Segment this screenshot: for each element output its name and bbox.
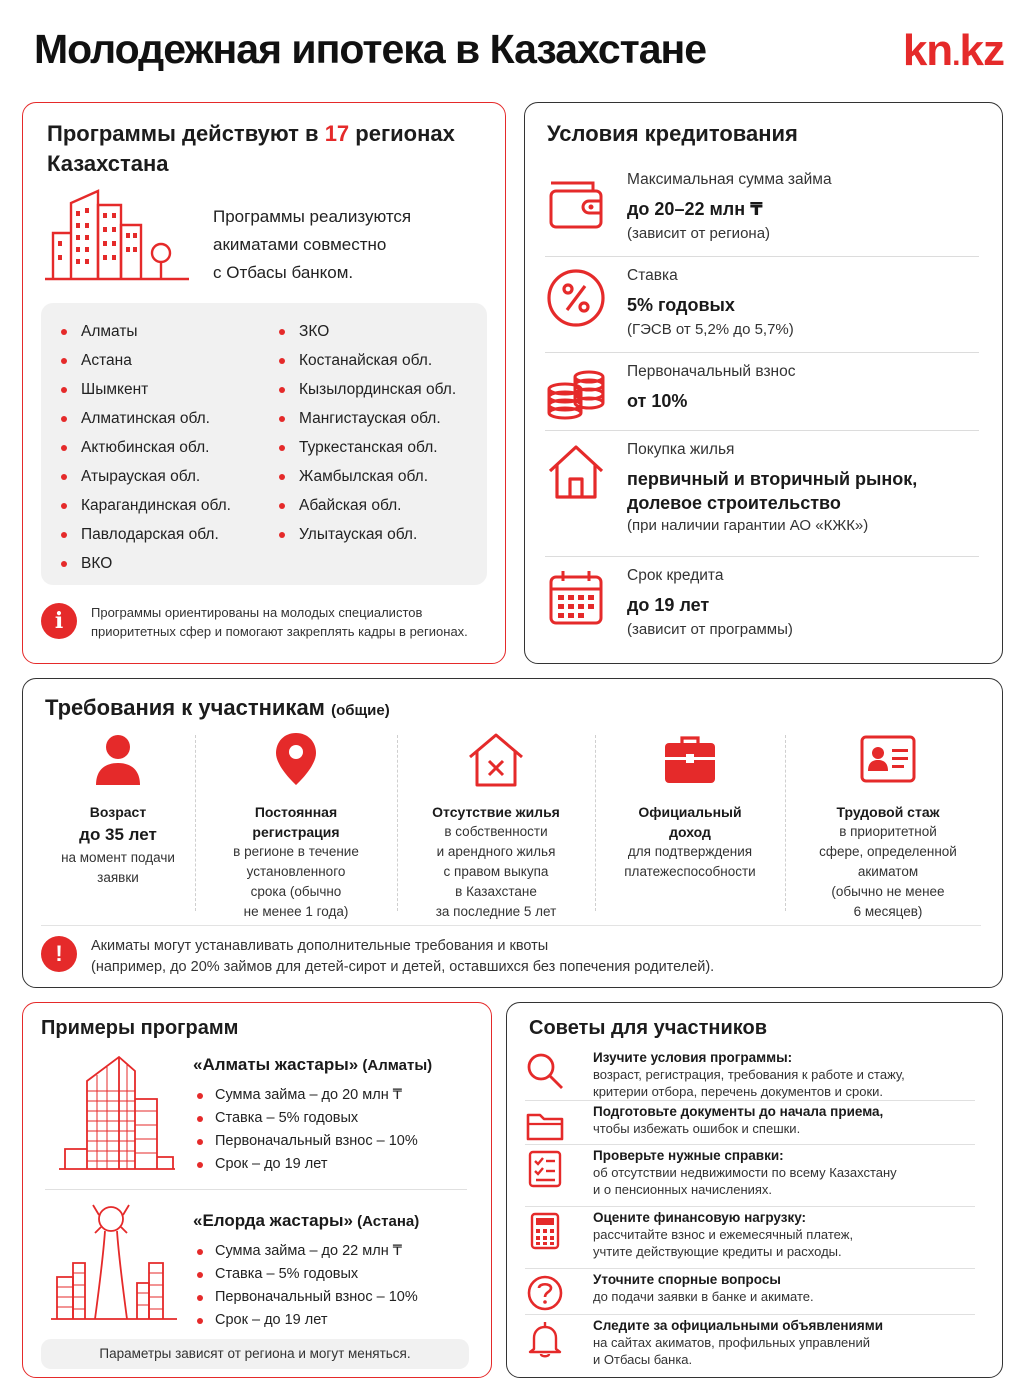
site-logo[interactable] xyxy=(903,26,1004,76)
requirement-experience xyxy=(793,729,983,919)
requirements-title-small: (общие) xyxy=(331,702,390,719)
exclamation-icon: ! xyxy=(41,936,77,972)
requirement-age xyxy=(23,729,213,915)
example-program-astana xyxy=(193,1209,483,1332)
percent-icon xyxy=(545,267,607,329)
page-header xyxy=(34,24,1004,80)
tip-line: на сайтах акиматов, профильных управлений xyxy=(593,1335,870,1350)
requirement-line: 6 месяцев) xyxy=(853,904,923,919)
tip-description xyxy=(593,1288,973,1305)
examples-card xyxy=(22,1002,492,1378)
tip-follow-announcements xyxy=(525,1315,975,1375)
condition-value-line: первичный и вторичный рынок, xyxy=(627,469,918,489)
calculator-icon xyxy=(525,1211,565,1251)
divider xyxy=(397,735,398,911)
divider xyxy=(785,735,786,911)
tip-heading: Проверьте нужные справки: xyxy=(593,1148,784,1163)
intro-line: с Отбасы банком. xyxy=(213,263,354,282)
warning-text xyxy=(91,936,714,978)
region-item: ВКО xyxy=(61,549,231,578)
tip-prepare-documents xyxy=(525,1101,975,1145)
logo-part-kn: kn xyxy=(902,26,953,75)
tip-description xyxy=(593,1164,973,1198)
requirement-line: (обычно не менее xyxy=(831,884,945,899)
tip-line: до подачи заявки в банке и акимате. xyxy=(593,1289,814,1304)
regions-title-text-2: регионах Казахстана xyxy=(47,121,455,176)
requirements-warning xyxy=(41,925,981,975)
person-icon xyxy=(88,729,148,789)
tip-check-certificates xyxy=(525,1145,975,1207)
requirement-heading: Возраст xyxy=(89,804,147,820)
region-item: Атырауская обл. xyxy=(61,462,231,491)
condition-value xyxy=(627,467,917,515)
condition-value: от 10% xyxy=(627,391,688,411)
condition-note: (зависит от региона) xyxy=(627,225,771,242)
condition-down-payment xyxy=(545,353,979,431)
region-item: Костанайская обл. xyxy=(279,346,456,375)
tip-line: рассчитайте взнос и ежемесячный платеж, xyxy=(593,1227,854,1242)
regions-card xyxy=(22,102,506,664)
requirement-line: с правом выкупа xyxy=(443,864,549,879)
requirements-card xyxy=(22,678,1003,988)
tip-financial-load xyxy=(525,1207,975,1269)
city-buildings-icon xyxy=(43,183,193,283)
region-item: Алматы xyxy=(61,317,231,346)
requirement-registration xyxy=(201,729,391,919)
tip-line: чтобы избежать ошибок и спешки. xyxy=(593,1121,801,1136)
tip-heading: Оцените финансовую нагрузку: xyxy=(593,1210,807,1225)
region-item: Улытауская обл. xyxy=(279,520,456,549)
requirement-line: в собственности xyxy=(444,824,548,839)
requirement-line: не менее 1 года) xyxy=(243,904,349,919)
condition-note: (ГЭСВ от 5,2% до 5,7%) xyxy=(627,321,794,338)
list-item: Первоначальный взнос – 10% xyxy=(193,1286,483,1309)
requirement-income xyxy=(595,729,785,915)
requirement-line: платежеспособности xyxy=(624,864,756,879)
list-item: Срок – до 19 лет xyxy=(193,1309,483,1332)
info-icon: i xyxy=(41,603,77,639)
tips-title: Советы для участников xyxy=(529,1017,768,1039)
tip-heading: Уточните спорные вопросы xyxy=(593,1272,781,1287)
requirement-no-housing xyxy=(401,729,591,919)
divider xyxy=(195,735,196,911)
condition-note: (при наличии гарантии АО «КЖК») xyxy=(627,517,869,534)
example-name xyxy=(193,1209,483,1234)
requirement-heading: доход xyxy=(669,824,711,840)
conditions-card xyxy=(524,102,1003,664)
region-item: ЗКО xyxy=(279,317,456,346)
tip-heading: Следите за официальными объявлениями xyxy=(593,1318,884,1333)
calendar-icon xyxy=(545,567,607,629)
list-item: Срок – до 19 лет xyxy=(193,1153,483,1176)
region-item: Кызылординская обл. xyxy=(279,375,456,404)
regions-count: 17 xyxy=(324,121,350,146)
list-item: Сумма займа – до 20 млн ₸ xyxy=(193,1084,483,1107)
example-name xyxy=(193,1053,483,1078)
tip-line: и о пенсионных начислениях. xyxy=(593,1182,773,1197)
tip-description xyxy=(593,1066,973,1100)
region-item: Мангистауская обл. xyxy=(279,404,456,433)
region-item: Туркестанская обл. xyxy=(279,433,456,462)
wallet-icon xyxy=(545,171,607,233)
region-item: Шымкент xyxy=(61,375,231,404)
requirement-line: за последние 5 лет xyxy=(435,904,557,919)
tip-description xyxy=(593,1226,973,1260)
baiterek-tower-icon xyxy=(49,1199,179,1325)
logo-dot: . xyxy=(952,39,960,72)
coins-stack-icon xyxy=(545,363,607,425)
example-program-almaty xyxy=(193,1053,483,1176)
tips-card xyxy=(506,1002,1003,1378)
list-item: Ставка – 5% годовых xyxy=(193,1107,483,1130)
region-item: Астана xyxy=(61,346,231,375)
condition-loan-amount xyxy=(545,161,979,257)
program-name: «Алматы жастары» xyxy=(193,1055,359,1074)
requirement-line: в регионе в течение xyxy=(233,844,359,859)
house-icon xyxy=(545,441,607,503)
warning-line: (например, до 20% займов для детей-сирот и детей, оставшихся без попечения родителей). xyxy=(91,959,715,975)
requirement-line: заявки xyxy=(97,870,139,885)
requirement-line: и арендного жилья xyxy=(436,844,556,859)
requirement-line: в приоритетной xyxy=(839,824,937,839)
requirements-title xyxy=(45,693,390,726)
requirement-heading: Постоянная xyxy=(254,804,338,820)
program-city: (Алматы) xyxy=(358,1057,433,1074)
tip-description xyxy=(593,1120,973,1137)
example-bullets xyxy=(193,1084,483,1176)
condition-label: Покупка жилья xyxy=(627,441,735,458)
requirement-line: в Казахстане xyxy=(455,884,537,899)
region-item: Павлодарская обл. xyxy=(61,520,231,549)
regions-list-right xyxy=(279,317,456,549)
condition-value-line: долевое строительство xyxy=(627,493,841,513)
regions-title-text-1: Программы действуют в xyxy=(47,121,325,146)
examples-footnote: Параметры зависят от региона и могут меняться. xyxy=(41,1339,469,1369)
page-title: Молодежная ипотека в Казахстане xyxy=(34,26,707,72)
intro-line: акиматами совместно xyxy=(213,235,387,254)
condition-value: до 20–22 млн ₸ xyxy=(627,199,763,219)
region-item: Алматинская обл. xyxy=(61,404,231,433)
examples-title: Примеры программ xyxy=(41,1017,239,1039)
tip-description xyxy=(593,1334,973,1368)
condition-value: до 19 лет xyxy=(627,595,710,615)
tip-line: об отсутствии недвижимости по всему Казахстану xyxy=(593,1165,897,1180)
regions-list-left xyxy=(61,317,231,578)
tip-heading: Подготовьте документы до начала приема, xyxy=(593,1104,884,1119)
requirement-line: для подтверждения xyxy=(627,844,753,859)
intro-line: Программы реализуются xyxy=(213,207,412,226)
region-item: Актюбинская обл. xyxy=(61,433,231,462)
requirement-heading: Отсутствие жилья xyxy=(432,804,560,820)
requirement-heading: регистрация xyxy=(252,824,340,840)
condition-label: Первоначальный взнос xyxy=(627,363,796,380)
region-item: Жамбылская обл. xyxy=(279,462,456,491)
info-line: Программы ориентированы на молодых специалистов xyxy=(91,605,423,620)
house-cross-icon xyxy=(466,729,526,789)
conditions-title: Условия кредитования xyxy=(547,121,798,146)
info-text xyxy=(91,603,468,641)
tip-line: возраст, регистрация, требования к работе и стажу, xyxy=(593,1067,905,1082)
requirement-heading: Официальный xyxy=(638,804,742,820)
regions-info-note xyxy=(41,601,491,645)
regions-title xyxy=(47,119,487,179)
program-name: «Елорда жастары» xyxy=(193,1211,353,1230)
list-item: Сумма займа – до 22 млн ₸ xyxy=(193,1240,483,1263)
location-pin-icon xyxy=(266,729,326,789)
requirements-title-text: Требования к участникам xyxy=(45,695,325,720)
program-city: (Астана) xyxy=(353,1213,420,1230)
list-item: Первоначальный взнос – 10% xyxy=(193,1130,483,1153)
almaty-tower-icon xyxy=(57,1049,177,1175)
requirement-line: акиматом xyxy=(857,864,919,879)
requirement-line: срока (обычно xyxy=(250,884,342,899)
regions-list-box xyxy=(41,303,487,585)
logo-part-kz: kz xyxy=(959,26,1004,75)
requirement-value: до 35 лет xyxy=(79,825,157,844)
checklist-icon xyxy=(525,1149,565,1189)
warning-line: Акиматы могут устанавливать дополнительные требования и квоты xyxy=(91,938,549,954)
info-line: приоритетных сфер и помогают закреплять кадры в регионах. xyxy=(91,624,468,639)
example-bullets xyxy=(193,1240,483,1332)
magnifier-icon xyxy=(525,1051,565,1091)
question-icon xyxy=(525,1273,565,1313)
requirement-heading: Трудовой стаж xyxy=(836,804,940,820)
condition-label: Максимальная сумма займа xyxy=(627,171,832,188)
tip-study-conditions xyxy=(525,1047,975,1101)
regions-intro xyxy=(213,203,493,287)
requirement-line: сфере, определенной xyxy=(819,844,957,859)
condition-note: (зависит от программы) xyxy=(627,621,793,638)
condition-label: Срок кредита xyxy=(627,567,724,584)
requirement-line: установленного xyxy=(246,864,346,879)
condition-purchase-type xyxy=(545,431,979,557)
tip-clarify-questions xyxy=(525,1269,975,1315)
folder-icon xyxy=(525,1105,565,1145)
id-card-icon xyxy=(858,729,918,789)
condition-label: Ставка xyxy=(627,267,678,284)
tip-line: критерии отбора, перечень документов и сроки. xyxy=(593,1084,884,1099)
list-item: Ставка – 5% годовых xyxy=(193,1263,483,1286)
tip-line: учтите действующие кредиты и расходы. xyxy=(593,1244,842,1259)
tip-line: и Отбасы банка. xyxy=(593,1352,693,1367)
tip-heading: Изучите условия программы: xyxy=(593,1050,793,1065)
region-item: Абайская обл. xyxy=(279,491,456,520)
condition-term xyxy=(545,557,979,653)
divider xyxy=(45,1189,467,1190)
condition-value: 5% годовых xyxy=(627,295,735,315)
condition-rate xyxy=(545,257,979,353)
requirement-line: на момент подачи xyxy=(61,850,175,865)
briefcase-icon xyxy=(660,729,720,789)
region-item: Карагандинская обл. xyxy=(61,491,231,520)
bell-icon xyxy=(525,1319,565,1359)
